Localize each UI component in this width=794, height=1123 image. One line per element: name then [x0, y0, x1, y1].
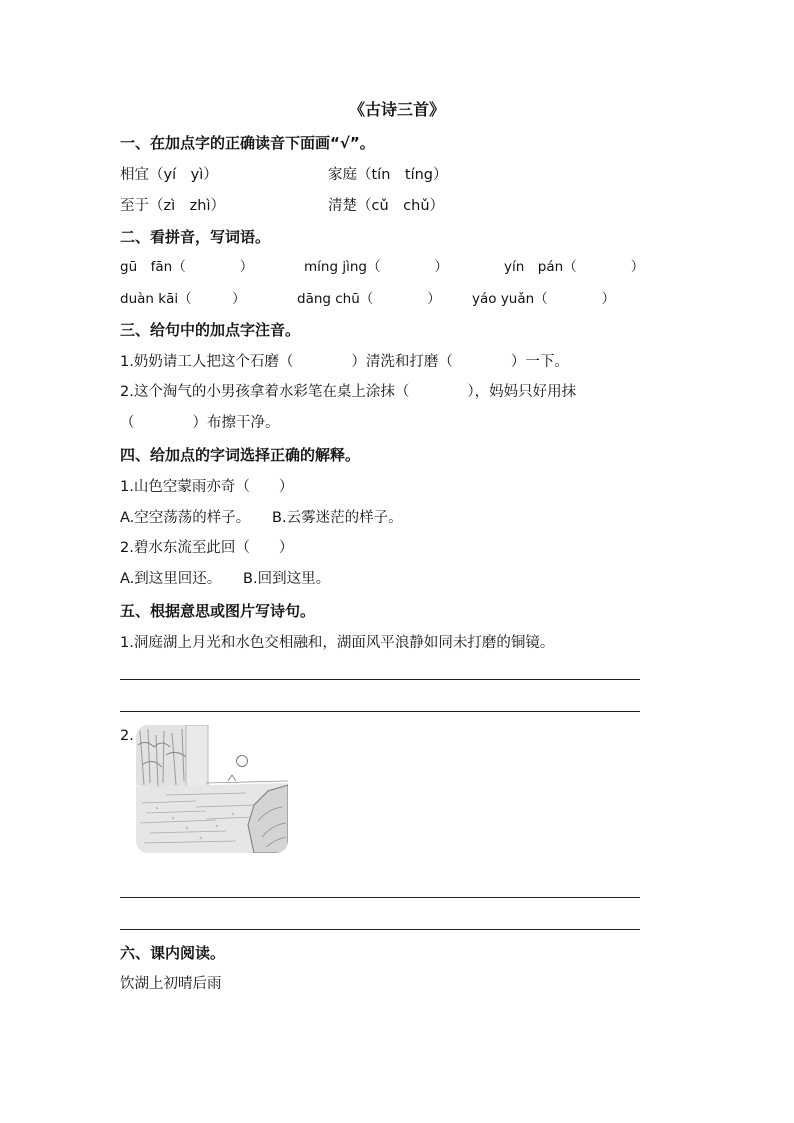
s4-question-2: 2.碧水东流至此回（ ）	[120, 540, 294, 556]
s1-item-1: 相宜（yí yì）	[120, 167, 218, 183]
s4-q1-options: A.空空荡荡的样子。 B.云雾迷茫的样子。	[120, 510, 403, 526]
section-5-heading: 五、根据意思或图片写诗句。	[120, 602, 316, 620]
section-6-heading: 六、课内阅读。	[120, 944, 226, 962]
page-title: 《古诗三首》	[348, 100, 445, 119]
s5-question-2-number: 2.	[120, 728, 134, 744]
s2-item-4: duàn kāi（ ）	[120, 291, 246, 307]
s2-item-5: dāng chū（ ）	[297, 291, 441, 307]
section-3-heading: 三、给句中的加点字注音。	[120, 321, 301, 339]
s2-item-6: yáo yuǎn（ ）	[472, 291, 616, 307]
answer-line	[120, 929, 640, 930]
lake-moon-illustration	[136, 725, 288, 853]
s1-item-2: 家庭（tín tíng）	[328, 167, 448, 183]
answer-line	[120, 711, 640, 712]
s2-item-3: yín pán（ ）	[504, 259, 645, 275]
s4-q2-options: A.到这里回还。 B.回到这里。	[120, 571, 331, 587]
section-2-heading: 二、看拼音，写词语。	[120, 228, 271, 246]
s4-question-1: 1.山色空蒙雨亦奇（ ）	[120, 479, 294, 495]
section-1-heading: 一、在加点字的正确读音下面画“√”。	[120, 134, 375, 152]
s1-item-3: 至于（zì zhì）	[120, 198, 225, 214]
section-4-heading: 四、给加点的字词选择正确的解释。	[120, 446, 361, 464]
s3-line-2: 2.这个淘气的小男孩拿着水彩笔在桌上涂抹（ ），妈妈只好用抹	[120, 384, 577, 400]
s5-question-1: 1.洞庭湖上月光和水色交相融和，湖面风平浪静如同未打磨的铜镜。	[120, 635, 555, 651]
s3-line-1: 1.奶奶请工人把这个石磨（ ）清洗和打磨（ ）一下。	[120, 354, 569, 370]
s2-item-1: gū fān（ ）	[120, 259, 254, 275]
s3-line-3: （ ）布擦干净。	[120, 415, 280, 431]
answer-line	[120, 679, 640, 680]
s2-item-2: míng jìng（ ）	[304, 259, 448, 275]
poem-title: 饮湖上初晴后雨	[120, 976, 222, 992]
answer-line	[120, 897, 640, 898]
s1-item-4: 清楚（cǔ chǔ）	[328, 198, 445, 214]
